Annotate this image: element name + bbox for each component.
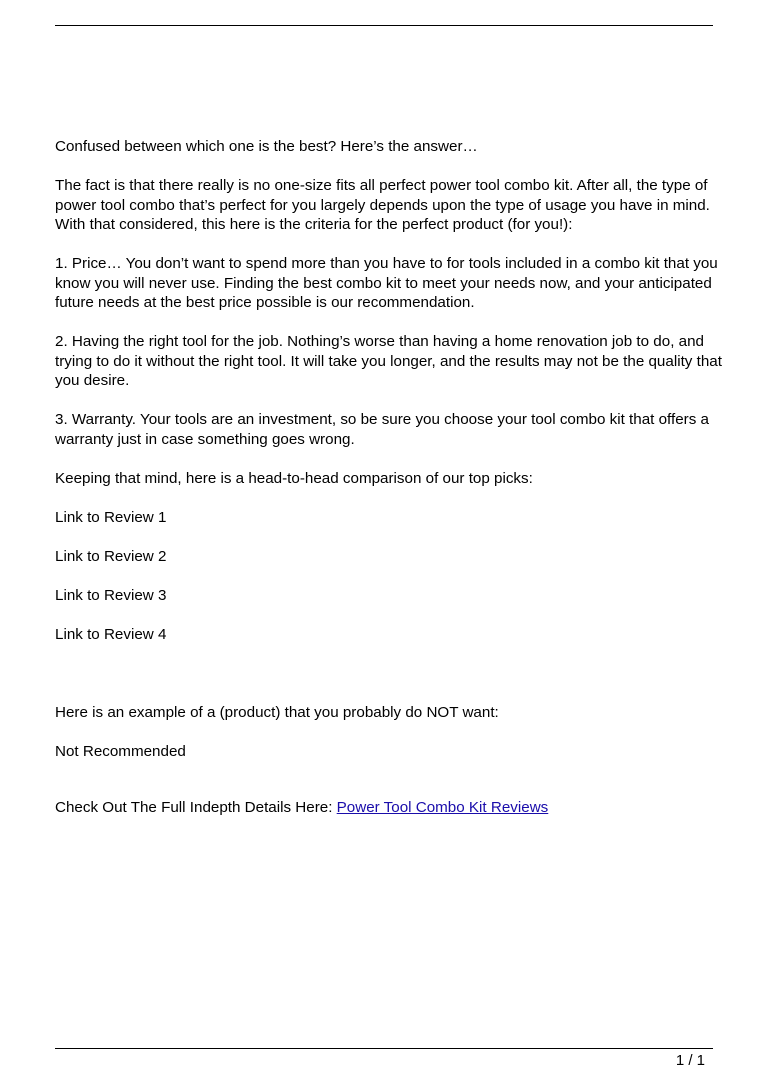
intro-line: Confused between which one is the best? Here’s the answer… — [55, 138, 478, 155]
details-line — [55, 798, 723, 818]
document-body — [55, 137, 723, 837]
criteria-price: 1. Price… You don’t want to spend more than you have to for tools included in a combo kit that you know you will never use. Finding the best combo kit to meet your needs now, and your anticipated future needs at the best price possible is our recommendation. — [55, 255, 718, 311]
details-prefix: Check Out The Full Indepth Details Here: — [55, 799, 337, 816]
page-number: 1 / 1 — [675, 1052, 705, 1069]
criteria-warranty: 3. Warranty. Your tools are an investment, so be sure you choose your tool combo kit that offers a warranty just in case something goes wrong. — [55, 411, 709, 448]
review-link-3: Link to Review 3 — [55, 586, 167, 604]
criteria-right-tool: 2. Having the right tool for the job. Nothing’s worse than having a home renovation job to do, and trying to do it without the right tool. It will take you longer, and the results may not be the quality that you desire. — [55, 333, 722, 389]
footer-rule — [55, 1048, 713, 1049]
blank-line — [55, 664, 723, 684]
reviews-link[interactable]: Power Tool Combo Kit Reviews — [336, 799, 549, 816]
comparison-intro: Keeping that mind, here is a head-to-head comparison of our top picks: — [55, 469, 533, 487]
fact-paragraph: The fact is that there really is no one-size fits all perfect power tool combo kit. After all, the type of power tool combo that’s perfect for you largely depends upon the type of usage you have in mind. With that considered, this here is the criteria for the perfect product (for you!): — [55, 177, 710, 233]
review-link-2: Link to Review 2 — [55, 547, 167, 565]
header-rule — [55, 25, 713, 26]
review-link-4: Link to Review 4 — [55, 625, 167, 643]
review-link-1: Link to Review 1 — [55, 508, 167, 526]
not-recommended-label: Not Recommended — [55, 742, 186, 760]
not-want-intro: Here is an example of a (product) that you probably do NOT want: — [55, 703, 499, 721]
